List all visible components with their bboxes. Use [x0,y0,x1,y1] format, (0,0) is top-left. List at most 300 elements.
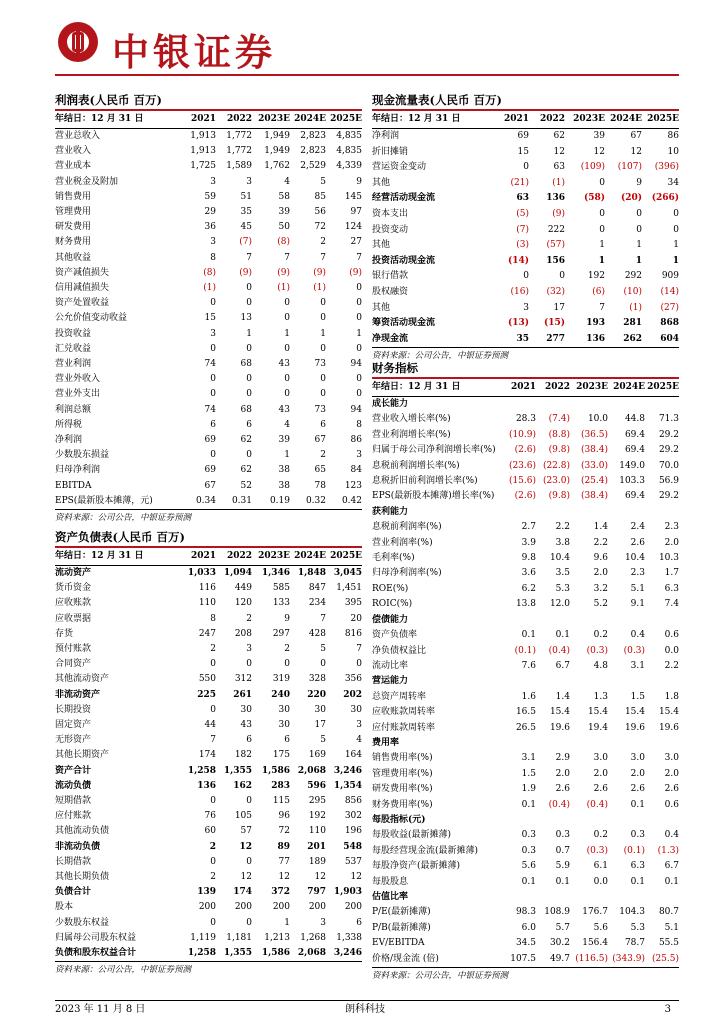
cell-value: 19.6 [658,722,679,733]
cell-value: 1 [284,328,290,339]
row-label: 归属母公司股东权益 [55,932,137,943]
cell-value: 428 [308,628,326,639]
cell-value: 0 [284,374,290,385]
cell-value: 27 [350,237,362,248]
cell-value: 6 [284,735,290,746]
cell-value: 52 [240,480,252,491]
cell-value: 3 [523,302,529,313]
cell-value: 281 [623,318,642,329]
cell-value: 169 [308,750,326,761]
cell-value: 3 [356,450,362,461]
cell-value: 4 [356,735,362,746]
row-label: 归母净利润 [55,465,101,476]
row-label: 营业外收入 [55,374,101,385]
cell-value: 1,772 [226,146,252,157]
cell-value: (6) [592,286,605,297]
cell-value: (25.4) [580,476,608,487]
cell-value: 0 [320,659,326,670]
table-row [55,342,362,357]
table-row [372,269,679,285]
table-row [55,566,362,582]
cell-value: 10.4 [549,553,570,564]
row-label: 营业总收入 [55,131,101,141]
cell-value: 868 [660,318,679,329]
cell-value: (32) [546,286,565,297]
cell-value: 60 [204,826,216,837]
table-row [372,551,679,566]
cell-value: 0 [356,389,362,400]
cell-value: 0.1 [521,876,536,887]
row-label: 非流动负债 [55,841,101,852]
cell-value: 0 [210,343,216,354]
cell-value: 13 [240,313,252,324]
cell-value: 3,045 [333,568,362,578]
cell-value: 94 [350,404,362,415]
cell-value: 0 [320,313,326,324]
cell-value: 0 [284,313,290,324]
row-label: EPS(最新股本摊薄，元) [55,495,153,506]
cell-value [570,890,608,905]
cell-value: (8.8) [548,429,570,440]
cell-value: 5.1 [664,922,679,933]
row-label: 每股净资产(最新摊薄) [372,861,461,872]
cell-value: 0.2 [593,630,608,641]
cell-value: 174 [233,887,252,898]
cell-value: 105 [234,811,252,822]
cell-value: 0 [246,659,252,670]
cell-value [536,397,570,413]
cell-value: 1.9 [521,784,536,795]
table-row [55,418,362,433]
header-year: 2023E [252,111,290,129]
table-row [372,736,679,751]
row-label: 偿债能力 [372,614,409,625]
cell-value: 44 [204,720,216,731]
table-row [372,129,679,145]
cell-value: 19.6 [549,722,570,733]
cell-value: 1,586 [261,765,290,776]
cell-value: 149.0 [619,460,645,471]
cell-value: 0.7 [555,845,570,856]
cell-value: 136 [546,193,565,204]
table-row [55,296,362,311]
cell-value: (27) [660,302,679,313]
cell-value: 3 [210,176,216,187]
table-row [372,644,679,659]
table-row [55,840,362,855]
cell-value: 1 [598,255,605,266]
cell-value: 29.2 [658,491,679,502]
cell-value: 0 [210,659,216,670]
row-label: 总资产周转率 [372,691,427,702]
cell-value: 0.0 [593,876,608,887]
row-label: 财务费用 [55,237,92,248]
cell-value: 0 [284,343,290,354]
cell-value: 2,529 [300,161,326,172]
cell-value: 395 [344,598,362,609]
table-row [55,281,362,296]
row-label: 应付账款 [55,811,92,822]
cell-value: 5.2 [593,599,608,610]
cell-value [645,505,679,520]
cell-value: (38.4) [580,491,608,502]
cell-value: 3.1 [630,660,645,671]
cell-value: 67 [204,480,216,491]
header-rule [55,74,679,76]
row-label: 股权融资 [372,286,409,297]
header-year: 2025E [645,379,679,397]
cell-value: 3 [320,917,326,928]
cell-value: 1,094 [223,568,252,578]
row-label: 长期投资 [55,704,92,715]
row-label: 其他流动负债 [55,826,110,837]
cell-value: 0.19 [269,495,290,506]
cell-value: (3) [516,240,529,251]
cell-value: 297 [272,628,290,639]
table-row [55,144,362,159]
cell-value: 2.0 [664,768,679,779]
table-row [55,672,362,687]
cell-value: 201 [307,841,326,852]
row-label: 每股经营现金流(最新摊薄) [372,845,479,856]
cell-value [608,613,645,628]
row-label: EBITDA [55,480,92,491]
header-year: 2021 [180,548,216,566]
cell-value: 2.0 [664,537,679,548]
cell-value: 1.4 [593,522,608,533]
cell-value: 0 [356,343,362,354]
cell-value [502,397,536,413]
table-row [372,160,679,176]
cell-value: 0 [210,298,216,309]
cell-value: 0 [284,298,290,309]
header-year: 2022 [536,379,570,397]
cell-value: 30 [350,704,362,715]
cell-value: 30 [240,704,252,715]
cell-value: 2.2 [555,522,570,533]
cell-value: 2.0 [555,768,570,779]
cell-value: (0.3) [623,645,645,656]
cell-value: 6.7 [555,660,570,671]
cell-value: 0 [284,389,290,400]
cell-value: 449 [234,583,252,594]
row-label: 筹资活动现金流 [372,318,436,329]
cell-value: 2.6 [593,784,608,795]
cell-value: 277 [546,333,565,344]
page-header [0,0,724,80]
cell-value: 200 [308,902,326,913]
cell-value: 65 [314,465,326,476]
table-row [372,674,679,689]
cell-value: 156.4 [582,938,608,949]
cell-value: 96 [278,811,290,822]
cell-value: 585 [272,583,290,594]
cell-value: (38.4) [580,445,608,456]
cell-value [502,674,536,689]
header-year: 2025E [326,548,362,566]
row-label: 应付账款周转率 [372,722,436,733]
cell-value: 3.8 [555,537,570,548]
cell-value: 20 [350,613,362,624]
table-row [372,505,679,520]
cell-value: 43 [278,404,290,415]
header-year: 2022 [529,111,565,129]
cell-value: 5 [320,176,326,187]
cell-value: 2 [320,237,326,248]
row-label: 成长能力 [372,399,409,409]
cell-value: 45 [240,222,252,233]
table-row [372,690,679,705]
cell-value: 39 [278,435,290,446]
cell-value: 202 [343,689,362,700]
row-label: EPS(最新股本摊薄)增长率(%) [372,491,495,502]
bank-logo-icon [58,22,98,62]
table-row [55,311,362,326]
row-label: 投资收益 [55,328,92,339]
table-header-row [372,111,679,129]
cell-value: 909 [661,271,679,282]
cell-value: 7 [320,252,326,263]
cell-value: 196 [344,826,362,837]
cell-value: 0.6 [664,630,679,641]
cell-value: 550 [198,674,216,685]
cell-value: 80.7 [658,907,679,918]
cell-value: 3.0 [664,753,679,764]
row-label: 信用减值损失 [55,283,110,294]
cell-value: 7 [320,613,326,624]
cell-value: 6.3 [664,583,679,594]
cell-value: 1,762 [264,161,290,172]
cell-value: 38 [278,480,290,491]
cell-value: 1 [672,255,679,266]
row-label: 每股股息 [372,876,409,887]
table-row [55,946,362,961]
row-label: 所得税 [55,419,83,430]
table-row [55,809,362,824]
cell-value: 1 [635,255,642,266]
row-label: 应收账款 [55,598,92,609]
table-row [55,327,362,342]
cell-value: 1,903 [333,887,362,898]
cell-value: 356 [344,674,362,685]
data-table [55,111,362,509]
cell-value: (9) [349,267,362,278]
cell-value: 7 [246,252,252,263]
cell-value: 39 [278,207,290,218]
cell-value: 0 [210,917,216,928]
brand-name: 中银证券 [112,31,276,74]
cell-value: 2,823 [300,131,326,141]
header-year: 2024E [608,379,645,397]
cell-value: 2.6 [630,537,645,548]
cell-value: 103.3 [619,476,645,487]
header-year: 2021 [492,111,529,129]
cell-value: 2,068 [297,948,326,959]
row-label: 净现金流 [372,333,409,344]
cell-value: 162 [233,780,252,791]
cell-value: 26.5 [515,722,536,733]
cell-value: 9 [284,613,290,624]
row-label: 公允价值变动收益 [55,313,128,324]
income-statement [55,91,362,526]
cell-value: 5.1 [630,583,645,594]
row-label: 汇兑收益 [55,343,92,354]
cell-value: 8 [356,419,362,430]
cell-value: 0.3 [630,830,645,841]
cell-value: 200 [344,902,362,913]
cell-value: 136 [586,333,605,344]
cell-value [608,890,645,905]
cell-value: 49.7 [549,953,570,964]
cell-value: 1,451 [336,583,362,594]
cell-value: 3 [210,237,216,248]
cell-value: 0 [320,298,326,309]
cell-value: (10.9) [508,429,536,440]
cell-value: 62 [553,131,565,141]
row-label: 归属于母公司净利润增长率(%) [372,445,496,456]
table-header-row [372,379,679,397]
cell-value: 9.1 [630,599,645,610]
cell-value: (10) [623,286,642,297]
cell-value: 208 [234,628,252,639]
cell-value: 164 [344,750,362,761]
row-label: 应收票据 [55,613,92,624]
cell-value: 0 [559,271,565,282]
table-row [372,145,679,161]
header-year: 2021 [502,379,536,397]
cell-value: 604 [660,333,679,344]
cell-value: 0 [636,224,642,235]
cell-value: (396) [654,162,679,173]
cell-value: (266) [651,193,679,204]
cell-value: 192 [308,811,326,822]
row-label: 其他 [372,240,391,251]
cell-value: (14) [660,286,679,297]
cell-value: 0 [599,224,605,235]
row-label: 管理费用 [55,207,92,218]
cell-value: 0.1 [521,630,536,641]
page-footer [55,1000,679,1019]
cell-value: 0 [636,208,642,219]
cell-value: 12 [314,872,326,883]
table-row [372,844,679,859]
cell-value: 69.4 [624,491,645,502]
cell-value: 2 [209,841,216,852]
cell-value: 1.4 [555,691,570,702]
cell-value: 283 [271,780,290,791]
cell-value: 2.7 [521,522,536,533]
cell-value: 9.8 [521,553,536,564]
cell-value: 372 [271,887,290,898]
cell-value: (0.4) [548,799,570,810]
cell-value: 108.9 [544,907,570,918]
cell-value [536,613,570,628]
cell-value: 2.0 [593,768,608,779]
cell-value: 5 [320,735,326,746]
cell-value: 19.6 [624,722,645,733]
cell-value: 2 [210,872,216,883]
cell-value: (23.0) [542,476,570,487]
row-label: 流动比率 [372,660,409,671]
cell-value [570,813,608,828]
cell-value: (20) [620,193,642,204]
cell-value: (2.6) [514,491,536,502]
cell-value: (109) [580,162,605,173]
row-label: 营业收入增长率(%) [372,414,451,425]
table-row [55,357,362,372]
row-label: 息税前利润增长率(%) [372,460,460,471]
cell-value: 0 [356,313,362,324]
cell-value: 240 [271,689,290,700]
cell-value: 85 [314,191,326,202]
cell-value: (5) [516,208,529,219]
table-row [372,767,679,782]
cell-value: 17 [553,302,565,313]
table-row [55,596,362,611]
cell-value: 10.3 [658,553,679,564]
page-number: 3 [664,1004,671,1015]
cell-value: 4 [284,419,290,430]
cell-value: 1,346 [261,568,290,578]
cell-value: 3,246 [333,948,362,959]
cell-value: 2.3 [630,568,645,579]
cell-value: 97 [350,207,362,218]
cell-value: 17 [314,720,326,731]
table-row [372,520,679,535]
cell-value: 0 [523,162,529,173]
source-note: 资料来源：公司公告，中银证券预测 [372,967,679,984]
cell-value: 63 [553,162,565,173]
report-date: 2023 年 11 月 8 日 [55,1004,146,1015]
row-label: 净负债权益比 [372,645,427,656]
row-label: 货币资金 [55,583,92,594]
cell-value: 0 [284,659,290,670]
cell-value: 0.3 [521,830,536,841]
cell-value: (0.4) [586,799,608,810]
data-table [372,111,679,347]
cell-value: 2 [284,644,290,655]
cell-value: 72 [278,826,290,837]
cell-value: 0 [320,389,326,400]
cell-value: 0 [673,224,679,235]
cell-value [502,890,536,905]
cell-value [502,613,536,628]
cell-value: 6.1 [593,861,608,872]
cell-value: 16.5 [515,707,536,718]
row-label: 营业利润率(%) [372,537,433,548]
cash-flow-statement [372,91,679,364]
cell-value [502,505,536,520]
cell-value: 2 [210,644,216,655]
table-row [372,566,679,581]
cell-value: 98.3 [515,907,536,918]
cell-value: (1.3) [657,845,679,856]
cell-value: 15 [517,146,529,157]
cell-value: 5.6 [521,861,536,872]
table-row [372,191,679,207]
cell-value: (107) [617,162,642,173]
cell-value: (1) [313,283,326,294]
cell-value [645,613,679,628]
cell-value: 6 [246,735,252,746]
cell-value [570,674,608,689]
cell-value: 71.3 [658,414,679,425]
cell-value: 189 [308,856,326,867]
cell-value: 4.8 [593,660,608,671]
cell-value: 1,181 [226,932,252,943]
table-row [55,266,362,281]
table-row [372,582,679,597]
